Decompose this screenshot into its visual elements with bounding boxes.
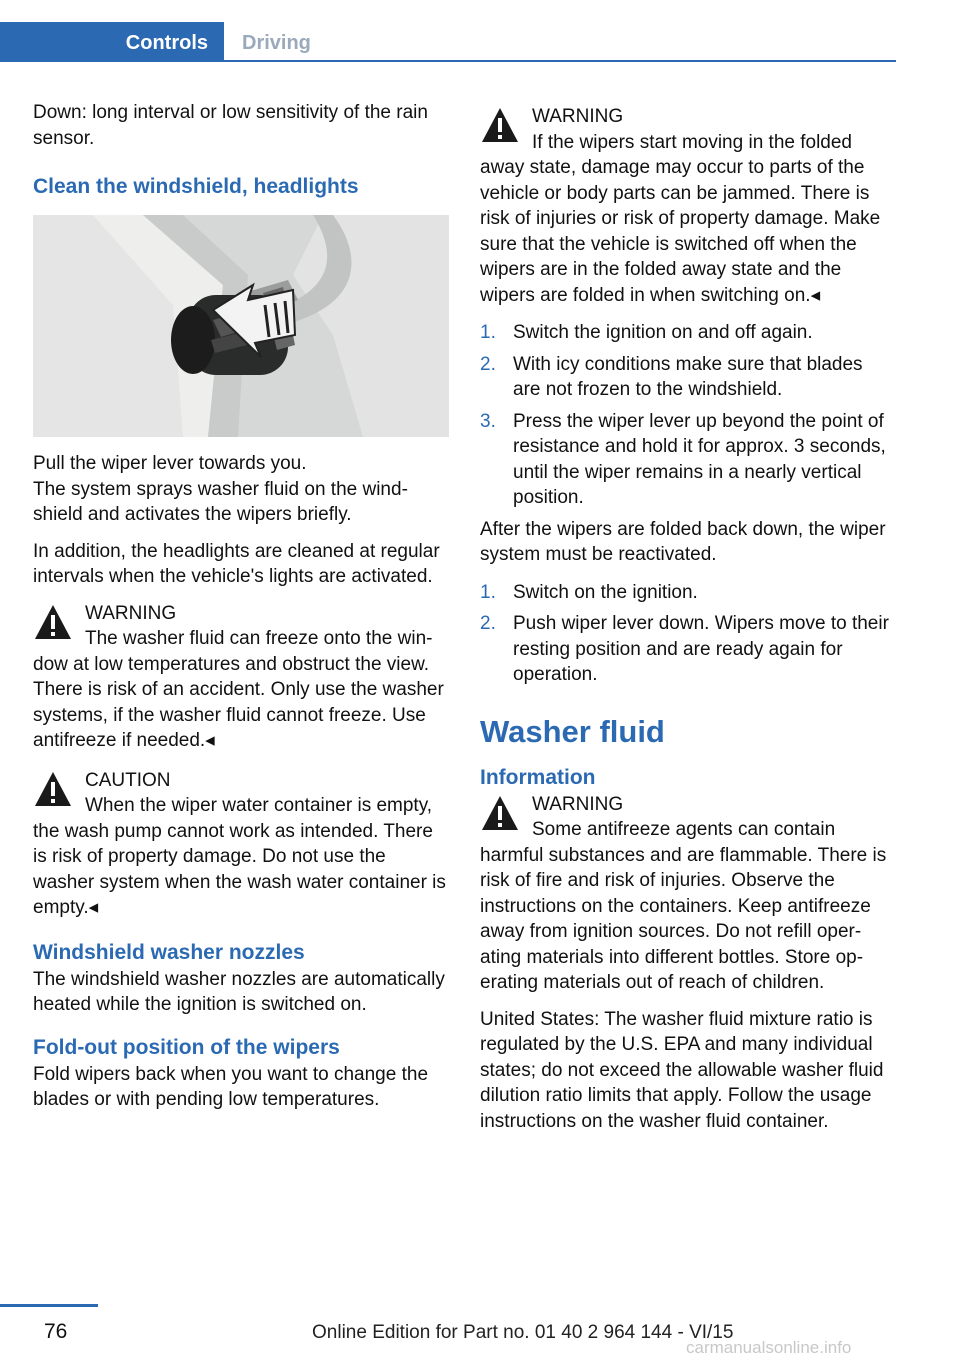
list-item — [480, 352, 894, 403]
caution-title: CAUTION — [85, 769, 171, 791]
warning-icon — [480, 794, 520, 832]
step-number: 2. — [480, 613, 496, 634]
heading-washer-nozzles: Windshield washer nozzles — [33, 940, 305, 964]
fold-out-text: Fold wipers back when you want to change the blades or with pending low temperatures. — [33, 1063, 429, 1110]
sprays-text: The system sprays washer fluid on the windshield and activates the wipers briefly. — [33, 478, 408, 525]
reactivate-steps — [480, 580, 894, 688]
nozzles-text: The windshield washer nozzles are automatically heated while the ignition is switched on. — [33, 968, 445, 1015]
step-number: 3. — [480, 410, 496, 432]
page-number: 76 — [44, 1320, 68, 1343]
page-header — [0, 0, 896, 62]
intro-text: Down: long interval or low sensitivity of the rain sensor. — [33, 102, 428, 149]
watermark: carmanualsonline.info — [686, 1338, 852, 1357]
united-states-text: United States: The washer fluid mixture ratio is regulated by the U.S. EPA and many individual states; do not exceed the allowable washer fluid dilution ratio limits that apply. Follow the usage instructions on the washer fluid container. — [480, 1008, 884, 1132]
list-item — [480, 409, 894, 511]
pull-lever-text: Pull the wiper lever towards you. — [33, 453, 307, 474]
warning-icon — [33, 603, 73, 641]
step-number: 1. — [480, 322, 496, 343]
after-folded-text: After the wipers are folded back down, the wiper system must be reactivated. — [480, 518, 886, 565]
warning-text: Some antifreeze agents can contain harmful substances and are flammable. There is risk of fire and risk of injuries. Observe the instructions on the containers. Keep antifreeze away from ignition sources. Do not refill operating materials into different bottles. Store operating materials out of reach of children. — [480, 819, 887, 993]
edition-text: Online Edition for Part no. 01 40 2 964 144 - VI/15 — [312, 1322, 734, 1343]
footer-rule — [0, 1304, 98, 1307]
list-item — [480, 611, 894, 688]
heading-washer-fluid: Washer fluid — [480, 713, 665, 749]
warning-folded-wipers — [480, 104, 894, 308]
step-text: Push wiper lever down. Wipers move to their resting position and are ready again for operation. — [513, 613, 889, 685]
warning-antifreeze — [480, 792, 894, 996]
wiper-lever-illustration — [33, 215, 449, 437]
warning-title: WARNING — [532, 793, 624, 815]
wiper-lever-drawing — [33, 215, 449, 437]
header-rule — [0, 60, 896, 62]
warning-text: The washer fluid can freeze onto the window at low temperatures and obstruct the view. There is risk of an accident. Only use the washer systems, if the washer fluid cannot freeze. Use antifreeze if needed.◂ — [33, 628, 444, 751]
caution-icon — [33, 770, 73, 808]
step-text: Switch the ignition on and off again. — [513, 322, 813, 343]
step-text: Switch on the ignition. — [513, 581, 698, 603]
heading-information: Information — [480, 765, 596, 789]
left-column — [33, 100, 449, 1124]
tab-driving[interactable]: Driving — [242, 32, 311, 54]
step-number: 2. — [480, 353, 496, 375]
heading-clean-windshield: Clean the windshield, headlights — [33, 175, 359, 198]
warning-freeze — [33, 601, 449, 754]
caution-empty-container — [33, 768, 449, 921]
warning-title: WARNING — [85, 602, 177, 624]
list-item — [480, 320, 894, 346]
caution-text: When the wiper water container is empty, the wash pump cannot work as intended. There is risk of property damage. Do not use the washer system when the wash water container is empty.◂ — [33, 795, 446, 918]
heading-fold-out: Fold-out position of the wipers — [33, 1035, 340, 1059]
warning-icon — [480, 106, 520, 144]
tab-controls[interactable]: Controls — [0, 22, 224, 62]
warning-text: If the wipers start moving in the folded away state, damage may occur to parts of the vehicle or body parts can be jammed. There is risk of injuries or risk of property damage. Make sure that the vehicle is switched off when the wipers are in the folded away state and the wipers are folded in when switching on.◂ — [480, 131, 881, 306]
headlights-text: In addition, the headlights are cleaned at regular intervals when the vehicle's lights are activated. — [33, 540, 440, 587]
step-number: 1. — [480, 581, 496, 603]
right-column — [480, 100, 894, 1145]
step-text: With icy conditions make sure that blades are not frozen to the windshield. — [513, 353, 863, 400]
warning-title: WARNING — [532, 106, 624, 127]
list-item — [480, 580, 894, 606]
step-text: Press the wiper lever up beyond the point of resistance and hold it for approx. 3 seconds, until the wiper remains in a nearly vertical position. — [513, 410, 886, 508]
fold-out-steps — [480, 320, 894, 511]
